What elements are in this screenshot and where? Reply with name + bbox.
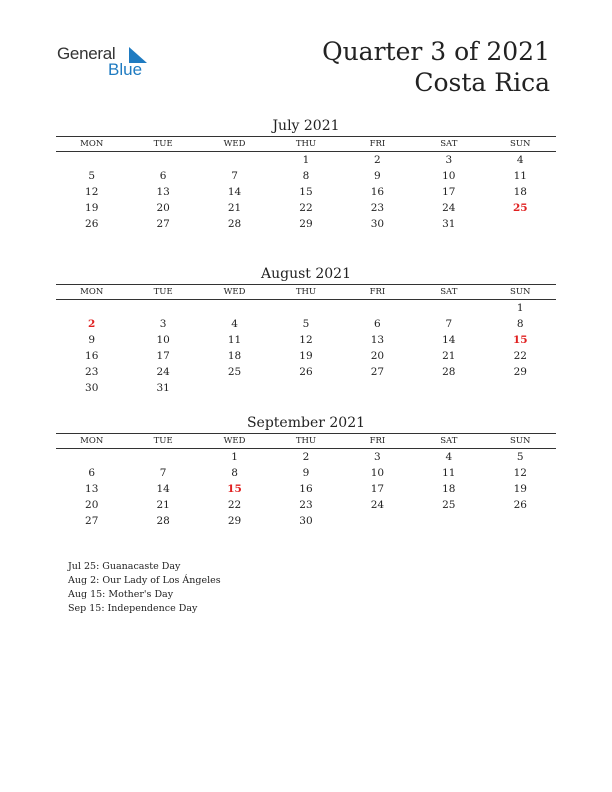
weekday-mon: MON	[56, 137, 127, 152]
month-september	[56, 413, 556, 529]
day-cell: 28	[442, 366, 456, 378]
day-cell: 29	[227, 515, 242, 527]
day-cell: 5	[88, 170, 96, 182]
day-cell: 2	[302, 451, 310, 463]
day-cell	[342, 300, 413, 317]
day-cell: 13	[85, 483, 99, 495]
week-row	[56, 481, 556, 497]
day-cell: 17	[370, 483, 385, 495]
month-title: September 2021	[246, 415, 366, 431]
day-cell: 4	[231, 318, 238, 330]
day-cell	[485, 380, 556, 396]
day-cell: 25	[442, 499, 456, 511]
day-cell: 29	[513, 366, 527, 378]
week-row	[56, 348, 556, 364]
day-cell: 26	[85, 218, 99, 230]
day-cell: 20	[156, 202, 170, 214]
day-cell: 8	[231, 467, 238, 479]
weekday-fri: FRI	[342, 434, 413, 449]
day-cell: 25	[227, 366, 242, 378]
week-row	[56, 513, 556, 529]
weekday-tue: TUE	[127, 434, 198, 449]
weekday-header-row	[56, 285, 556, 300]
general-blue-logo	[57, 44, 157, 84]
weekday-thu: THU	[270, 137, 341, 152]
week-row	[56, 184, 556, 200]
weekday-sat: SAT	[413, 285, 484, 300]
day-cell: 3	[374, 451, 381, 463]
weekday-wed: WED	[199, 434, 270, 449]
day-cell: 28	[156, 515, 170, 527]
day-cell: 5	[516, 451, 524, 463]
day-cell: 8	[302, 170, 310, 182]
logo-text-general: General	[57, 44, 116, 63]
month-august	[56, 264, 556, 396]
day-cell: 14	[442, 334, 456, 346]
month-title: August 2021	[261, 266, 351, 282]
day-cell: 19	[513, 483, 527, 495]
day-cell: 5	[302, 318, 310, 330]
day-cell: 19	[299, 350, 313, 362]
weekday-fri: FRI	[342, 285, 413, 300]
weekday-wed: WED	[199, 285, 270, 300]
day-cell: 23	[85, 366, 99, 378]
day-cell	[127, 152, 198, 169]
weekday-mon: MON	[56, 285, 127, 300]
day-cell: 10	[442, 170, 456, 182]
day-cell: 18	[513, 186, 527, 198]
day-cell: 27	[156, 218, 170, 230]
day-cell: 4	[516, 154, 524, 166]
week-row	[56, 216, 556, 232]
week-row	[56, 200, 556, 216]
day-cell: 10	[370, 467, 385, 479]
day-cell: 7	[159, 467, 167, 479]
day-cell: 24	[370, 499, 385, 511]
day-cell: 3	[159, 318, 167, 330]
day-cell: 14	[227, 186, 242, 198]
calendar-grid	[56, 285, 556, 396]
day-cell: 28	[227, 218, 242, 230]
weekday-thu: THU	[270, 434, 341, 449]
week-row	[56, 465, 556, 481]
day-cell	[127, 300, 198, 317]
day-cell: 31	[156, 382, 170, 394]
weekday-header-row	[56, 137, 556, 152]
day-cell: 30	[299, 515, 313, 527]
day-cell: 8	[516, 318, 524, 330]
day-cell: 16	[370, 186, 385, 198]
day-cell: 3	[445, 154, 453, 166]
day-cell: 23	[299, 499, 313, 511]
day-cell: 9	[374, 170, 381, 182]
holiday-note: Jul 25: Guanacaste Day	[68, 561, 181, 572]
calendar-grid	[56, 137, 556, 232]
week-row	[56, 152, 556, 169]
month-july	[56, 116, 556, 232]
day-cell: 6	[88, 467, 96, 479]
week-row	[56, 300, 556, 317]
quarter-title: Quarter 3 of 2021	[322, 37, 550, 66]
day-cell: 6	[374, 318, 381, 330]
day-cell: 16	[299, 483, 313, 495]
weekday-sun: SUN	[485, 285, 556, 300]
day-cell: 16	[85, 350, 99, 362]
weekday-tue: TUE	[127, 285, 198, 300]
day-cell: 1	[516, 302, 524, 314]
day-cell: 7	[231, 170, 238, 182]
day-cell: 24	[156, 366, 170, 378]
day-cell: 20	[85, 499, 99, 511]
day-cell: 26	[299, 366, 313, 378]
week-row	[56, 497, 556, 513]
holiday-day-cell: 15	[227, 483, 242, 495]
day-cell	[413, 380, 484, 396]
day-cell	[56, 300, 127, 317]
day-cell: 31	[442, 218, 456, 230]
weekday-sun: SUN	[485, 434, 556, 449]
holiday-note: Aug 2: Our Lady of Los Ángeles	[68, 575, 221, 586]
day-cell: 11	[442, 467, 456, 479]
day-cell	[270, 300, 341, 317]
day-cell: 4	[445, 451, 453, 463]
day-cell: 17	[442, 186, 456, 198]
day-cell	[199, 152, 270, 169]
day-cell: 21	[442, 350, 456, 362]
weekday-sat: SAT	[413, 434, 484, 449]
day-cell: 19	[85, 202, 99, 214]
day-cell: 12	[513, 467, 527, 479]
holiday-note: Aug 15: Mother's Day	[68, 589, 174, 600]
day-cell	[56, 449, 127, 466]
holiday-day-cell: 25	[512, 202, 528, 214]
day-cell: 20	[370, 350, 385, 362]
day-cell: 29	[299, 218, 313, 230]
day-cell: 11	[227, 334, 242, 346]
week-row	[56, 449, 556, 466]
weekday-sun: SUN	[485, 137, 556, 152]
day-cell: 12	[299, 334, 313, 346]
weekday-tue: TUE	[127, 137, 198, 152]
calendar-grid	[56, 434, 556, 529]
week-row	[56, 316, 556, 332]
day-cell	[199, 380, 270, 396]
day-cell	[485, 513, 556, 529]
day-cell: 13	[370, 334, 385, 346]
day-cell: 9	[88, 334, 96, 346]
day-cell	[342, 513, 413, 529]
weekday-wed: WED	[199, 137, 270, 152]
day-cell: 26	[513, 499, 527, 511]
day-cell: 9	[302, 467, 310, 479]
weekday-mon: MON	[56, 434, 127, 449]
week-row	[56, 380, 556, 396]
day-cell: 22	[513, 350, 527, 362]
day-cell: 1	[302, 154, 310, 166]
day-cell	[413, 300, 484, 317]
day-cell: 27	[85, 515, 99, 527]
day-cell	[413, 513, 484, 529]
day-cell: 14	[156, 483, 170, 495]
holiday-notes	[68, 560, 221, 616]
day-cell	[127, 449, 198, 466]
day-cell: 1	[231, 451, 238, 463]
day-cell: 6	[159, 170, 167, 182]
page-title	[322, 36, 550, 98]
day-cell: 17	[156, 350, 170, 362]
day-cell: 18	[227, 350, 242, 362]
day-cell: 30	[370, 218, 385, 230]
day-cell: 21	[227, 202, 242, 214]
day-cell: 24	[442, 202, 456, 214]
country-title: Costa Rica	[414, 68, 550, 97]
day-cell: 21	[156, 499, 170, 511]
holiday-day-cell: 2	[88, 318, 96, 330]
day-cell: 22	[299, 202, 313, 214]
weekday-thu: THU	[270, 285, 341, 300]
day-cell: 22	[227, 499, 242, 511]
holiday-day-cell: 15	[512, 334, 528, 346]
logo-text-blue: Blue	[108, 60, 143, 79]
day-cell: 12	[85, 186, 99, 198]
month-title: July 2021	[272, 118, 340, 134]
weekday-sat: SAT	[413, 137, 484, 152]
day-cell	[270, 380, 341, 396]
day-cell: 27	[370, 366, 385, 378]
day-cell: 23	[370, 202, 385, 214]
day-cell: 15	[299, 186, 313, 198]
day-cell: 10	[156, 334, 170, 346]
day-cell: 13	[156, 186, 170, 198]
day-cell: 11	[513, 170, 527, 182]
week-row	[56, 168, 556, 184]
week-row	[56, 364, 556, 380]
day-cell: 30	[85, 382, 99, 394]
weekday-fri: FRI	[342, 137, 413, 152]
day-cell	[485, 216, 556, 232]
weekday-header-row	[56, 434, 556, 449]
day-cell: 7	[445, 318, 453, 330]
day-cell: 18	[442, 483, 456, 495]
day-cell	[342, 380, 413, 396]
day-cell	[199, 300, 270, 317]
day-cell	[56, 152, 127, 169]
week-row	[56, 332, 556, 348]
holiday-note: Sep 15: Independence Day	[68, 603, 198, 614]
day-cell: 2	[374, 154, 381, 166]
